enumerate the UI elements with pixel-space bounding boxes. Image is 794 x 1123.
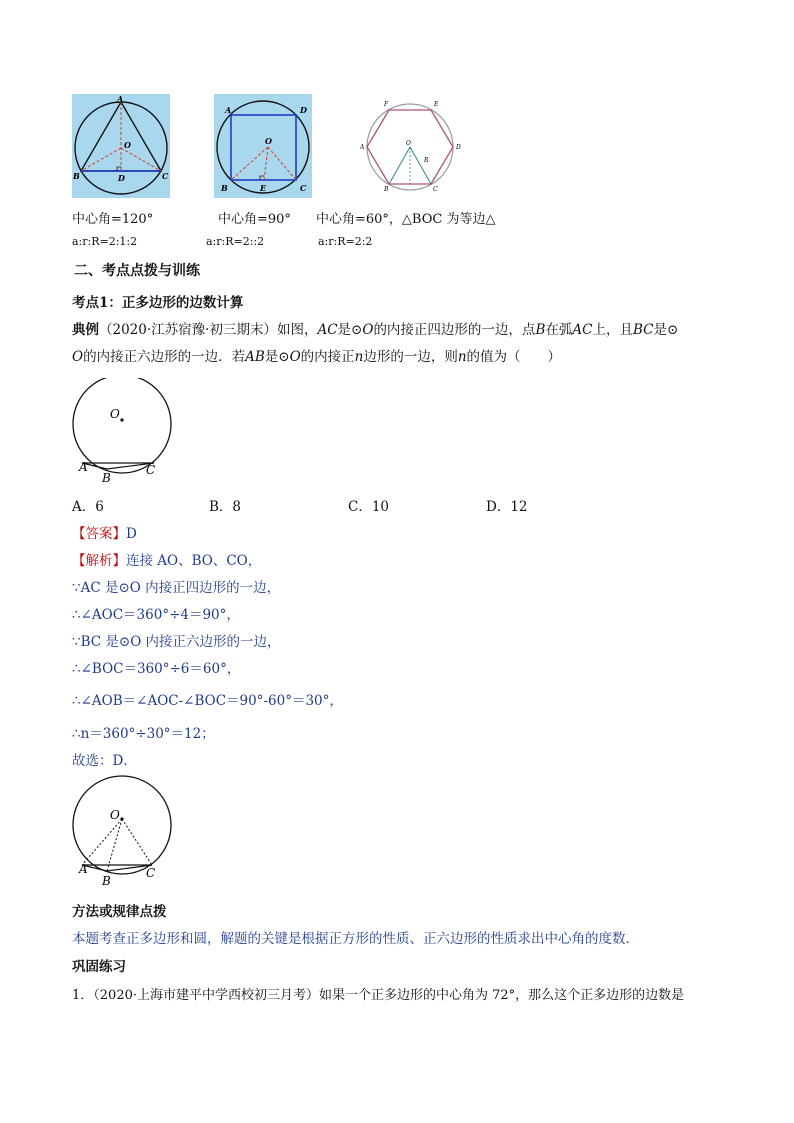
option-d: D．12	[486, 499, 528, 515]
answer-value: D	[126, 526, 137, 542]
analysis-label: 【解析】	[72, 553, 126, 569]
analysis-line-5: ∴∠BOC＝360°÷6＝60°，	[72, 661, 241, 677]
label-B: B	[384, 186, 389, 193]
label-A: A	[79, 862, 88, 876]
label-A: A	[225, 105, 232, 115]
answer-label: 【答案】	[72, 526, 126, 542]
label-O: O	[265, 136, 272, 146]
option-b: B．8	[209, 499, 242, 515]
label-O: O	[406, 140, 411, 147]
label-A: A	[360, 144, 365, 151]
ratio-hexagon: a:r:R=2:2	[318, 235, 373, 248]
figure-inscribed-square	[214, 94, 312, 198]
analysis-diagram	[70, 775, 180, 889]
answer	[72, 522, 137, 542]
practice-title: 巩固练习	[72, 959, 126, 975]
caption-square: 中心角=90°	[218, 212, 291, 227]
label-B: B	[221, 183, 228, 193]
label-C: C	[162, 171, 169, 181]
label-O: O	[124, 140, 131, 150]
label-O: O	[110, 407, 120, 421]
example-line-1: 典例（2020·江苏宿豫·初三期末）如图，AC是⊙O的内接正四边形的一边，点B在弧AC上，且BC是⊙	[72, 322, 679, 338]
label-D: D	[118, 173, 125, 183]
analysis-line-3: ∴∠AOC＝360°÷4＝90°，	[72, 607, 240, 623]
label-C: C	[146, 866, 156, 880]
label-B: B	[102, 471, 111, 485]
label-C: C	[146, 463, 156, 477]
analysis-line-2: ∵AC 是⊙O 内接正四边形的一边，	[72, 580, 281, 596]
label-A: A	[79, 460, 88, 474]
analysis-line-4: ∵BC 是⊙O 内接正六边形的一边，	[72, 634, 281, 650]
label-E: E	[434, 101, 439, 108]
label-E: E	[260, 183, 267, 193]
analysis-line-6: ∴∠AOB＝∠AOC-∠BOC＝90°-60°＝30°，	[72, 693, 343, 709]
label-C: C	[300, 183, 307, 193]
method-title: 方法或规律点拨	[72, 904, 167, 920]
caption-triangle: 中心角=120°	[72, 212, 154, 227]
label-C: C	[433, 186, 438, 193]
kaodian-title: 考点1：正多边形的边数计算	[72, 295, 244, 311]
ratio-square: a:r:R=2::2	[206, 235, 265, 248]
label-D: D	[300, 105, 307, 115]
label-F: F	[384, 101, 389, 108]
label-B: B	[102, 874, 111, 888]
label-O: O	[110, 808, 120, 822]
example-line-2: O的内接正六边形的一边．若AB是⊙O的内接正n边形的一边，则n的值为（ ）	[72, 349, 562, 365]
option-c: C．10	[348, 499, 390, 515]
analysis-line-8: 故选：D．	[72, 753, 137, 769]
option-a: A．6	[72, 499, 104, 515]
figure-inscribed-hexagon	[360, 94, 466, 198]
practice-question-1: 1．（2020·上海市建平中学西校初三月考）如果一个正多边形的中心角为 72°，那么这个正多边形的边数是	[72, 988, 685, 1003]
label-B: B	[73, 171, 80, 181]
section-title: 二、考点点拨与训练	[74, 263, 200, 279]
label-D: D	[456, 144, 461, 151]
label-A: A	[117, 94, 124, 104]
example-diagram	[70, 378, 180, 486]
ratio-triangle: a:r:R=2:1:2	[72, 235, 138, 248]
figure-inscribed-triangle	[72, 94, 170, 198]
example-label: 典例	[72, 322, 99, 338]
caption-hexagon: 中心角=60°，△BOC 为等边△	[316, 212, 496, 227]
analysis-line-1: 【解析】连接 AO、BO、CO，	[72, 553, 262, 569]
label-R: R	[424, 157, 429, 164]
method-text: 本题考查正多边形和圆，解题的关键是根据正方形的性质、正六边形的性质求出中心角的度数．	[72, 931, 639, 947]
analysis-line-7: ∴n＝360°÷30°＝12；	[72, 726, 215, 742]
